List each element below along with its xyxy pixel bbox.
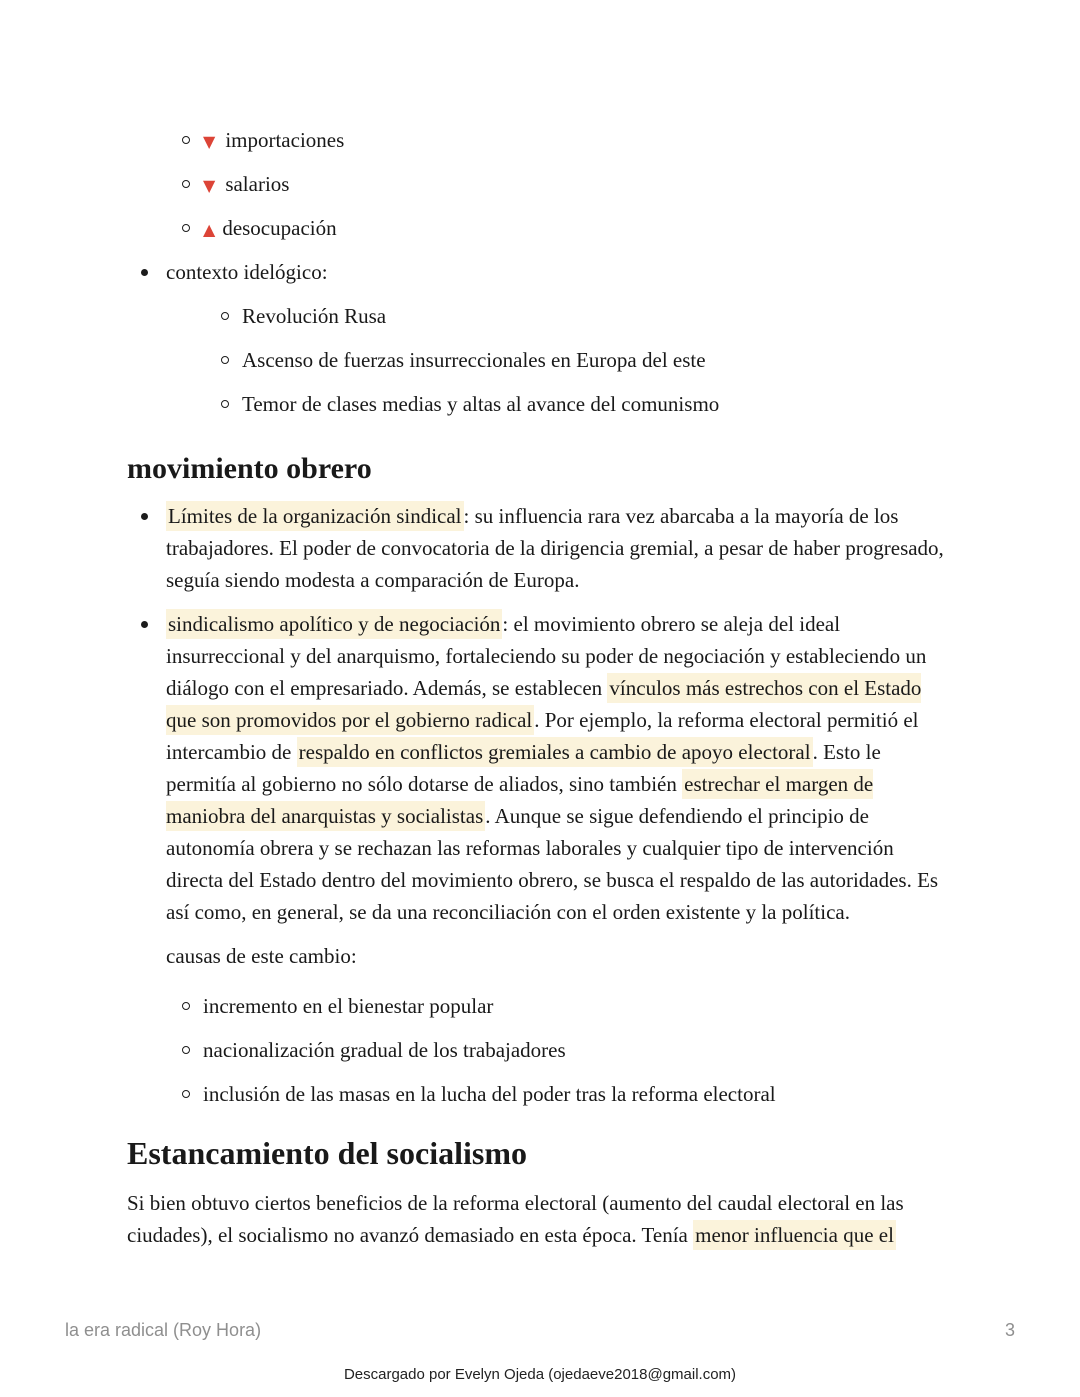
disc-bullet-icon: [141, 621, 148, 628]
open-circle-bullet-icon: [182, 224, 190, 232]
highlighted-text: Límites de la organización sindical: [166, 501, 464, 531]
open-circle-bullet-icon: [221, 400, 229, 408]
contexto-sublist: [166, 288, 953, 432]
list-item-label: desocupación: [222, 216, 337, 240]
rich-paragraph: Si bien obtuvo ciertos beneficios de la reforma electoral (aumento del caudal electoral en las ciudades), el socialismo no avanzó demasiado en esta época. Tenía menor influencia que el: [127, 1187, 953, 1263]
indicator-list: [127, 124, 953, 256]
download-watermark: Descargado por Evelyn Ojeda (ojedaeve2018@gmail.com): [343, 1366, 737, 1383]
list-item-label: incremento en el bienestar popular: [203, 994, 494, 1018]
open-circle-bullet-icon: [221, 356, 229, 364]
list-item-label: Temor de clases medias y altas al avance del comunismo: [242, 392, 720, 416]
list-item-label: importaciones: [225, 128, 345, 152]
list-item: [127, 256, 953, 444]
list-item: [127, 990, 953, 1034]
list-item: [166, 388, 953, 432]
list-item-label: Ascenso de fuerzas insurreccionales en Europa del este: [242, 348, 706, 372]
list-item: [127, 1034, 953, 1078]
page-footer: [65, 1320, 1015, 1342]
rich-paragraph: Límites de la organización sindical: su influencia rara vez abarcaba a la mayoría de los trabajadores. El poder de convocatoria de la dirigencia gremial, a pesar de haber progresado, seguía siendo modesta a comparación de Europa.: [166, 501, 944, 592]
list-item: [127, 608, 953, 940]
disc-bullet-icon: [141, 513, 148, 520]
list-item: [127, 124, 953, 168]
highlighted-text: menor influencia que el: [693, 1220, 896, 1250]
list-item: [127, 212, 953, 256]
rich-paragraph: sindicalismo apolítico y de negociación: el movimiento obrero se aleja del ideal insurreccional y del anarquismo, fortaleciendo su poder de negociación y estableciendo un diálogo con el empresariado. Además, se establecen vínculos más estrechos con el Estado que son promovidos por el gobierno radical. Por ejemplo, la reforma electoral permitió el intercambio de respaldo en conflictos gremiales a cambio de apoyo electoral. Esto le permitía al gobierno no sólo dotarse de aliados, sino también estrechar el margen de maniobra del anarquistas y socialistas. Aunque se sigue defendiendo el principio de autonomía obrera y se rechazan las reformas laborales y cualquier tipo de intervención directa del Estado dentro del movimiento obrero, se busca el respaldo de las autoridades. Es así como, en general, se da una reconciliación con el orden existente y la política.: [166, 609, 938, 924]
list-item-label: Revolución Rusa: [242, 304, 387, 328]
footer-page-number: 3: [1004, 1320, 1015, 1340]
disc-bullet-icon: [141, 269, 148, 276]
open-circle-bullet-icon: [182, 180, 190, 188]
triangle-up-icon: ▲: [203, 220, 216, 239]
open-circle-bullet-icon: [182, 1046, 190, 1054]
list-item-label: nacionalización gradual de los trabajadores: [203, 1038, 566, 1062]
highlighted-text: respaldo en conflictos gremiales a cambio de apoyo electoral: [297, 737, 813, 767]
highlighted-text: sindicalismo apolítico y de negociación: [166, 609, 502, 639]
open-circle-bullet-icon: [182, 136, 190, 144]
movimiento-list: [127, 500, 953, 940]
list-item: [166, 344, 953, 388]
open-circle-bullet-icon: [182, 1090, 190, 1098]
open-circle-bullet-icon: [221, 312, 229, 320]
highlighted-text: estrechar el margen de maniobra del anarquistas y socialistas: [166, 769, 873, 831]
footer-doc-title: la era radical (Roy Hora): [65, 1320, 262, 1340]
contexto-list: [127, 256, 953, 444]
list-item: [127, 500, 953, 608]
list-item: [166, 300, 953, 344]
triangle-down-icon: ▼: [203, 132, 216, 151]
list-item-label: contexto idelógico:: [166, 260, 328, 284]
causas-list: [127, 984, 953, 1122]
list-item: [127, 1078, 953, 1122]
highlighted-text: vínculos más estrechos con el Estado que son promovidos por el gobierno radical: [166, 673, 921, 735]
triangle-down-icon: ▼: [203, 176, 216, 195]
section-heading-estancamiento: Estancamiento del socialismo: [127, 1135, 527, 1171]
causas-label: causas de este cambio:: [166, 944, 357, 968]
list-item-label: salarios: [225, 172, 290, 196]
list-item: [127, 168, 953, 212]
list-item-label: inclusión de las masas en la lucha del poder tras la reforma electoral: [203, 1082, 776, 1106]
open-circle-bullet-icon: [182, 1002, 190, 1010]
section-heading-movimiento-obrero: movimiento obrero: [127, 452, 372, 485]
